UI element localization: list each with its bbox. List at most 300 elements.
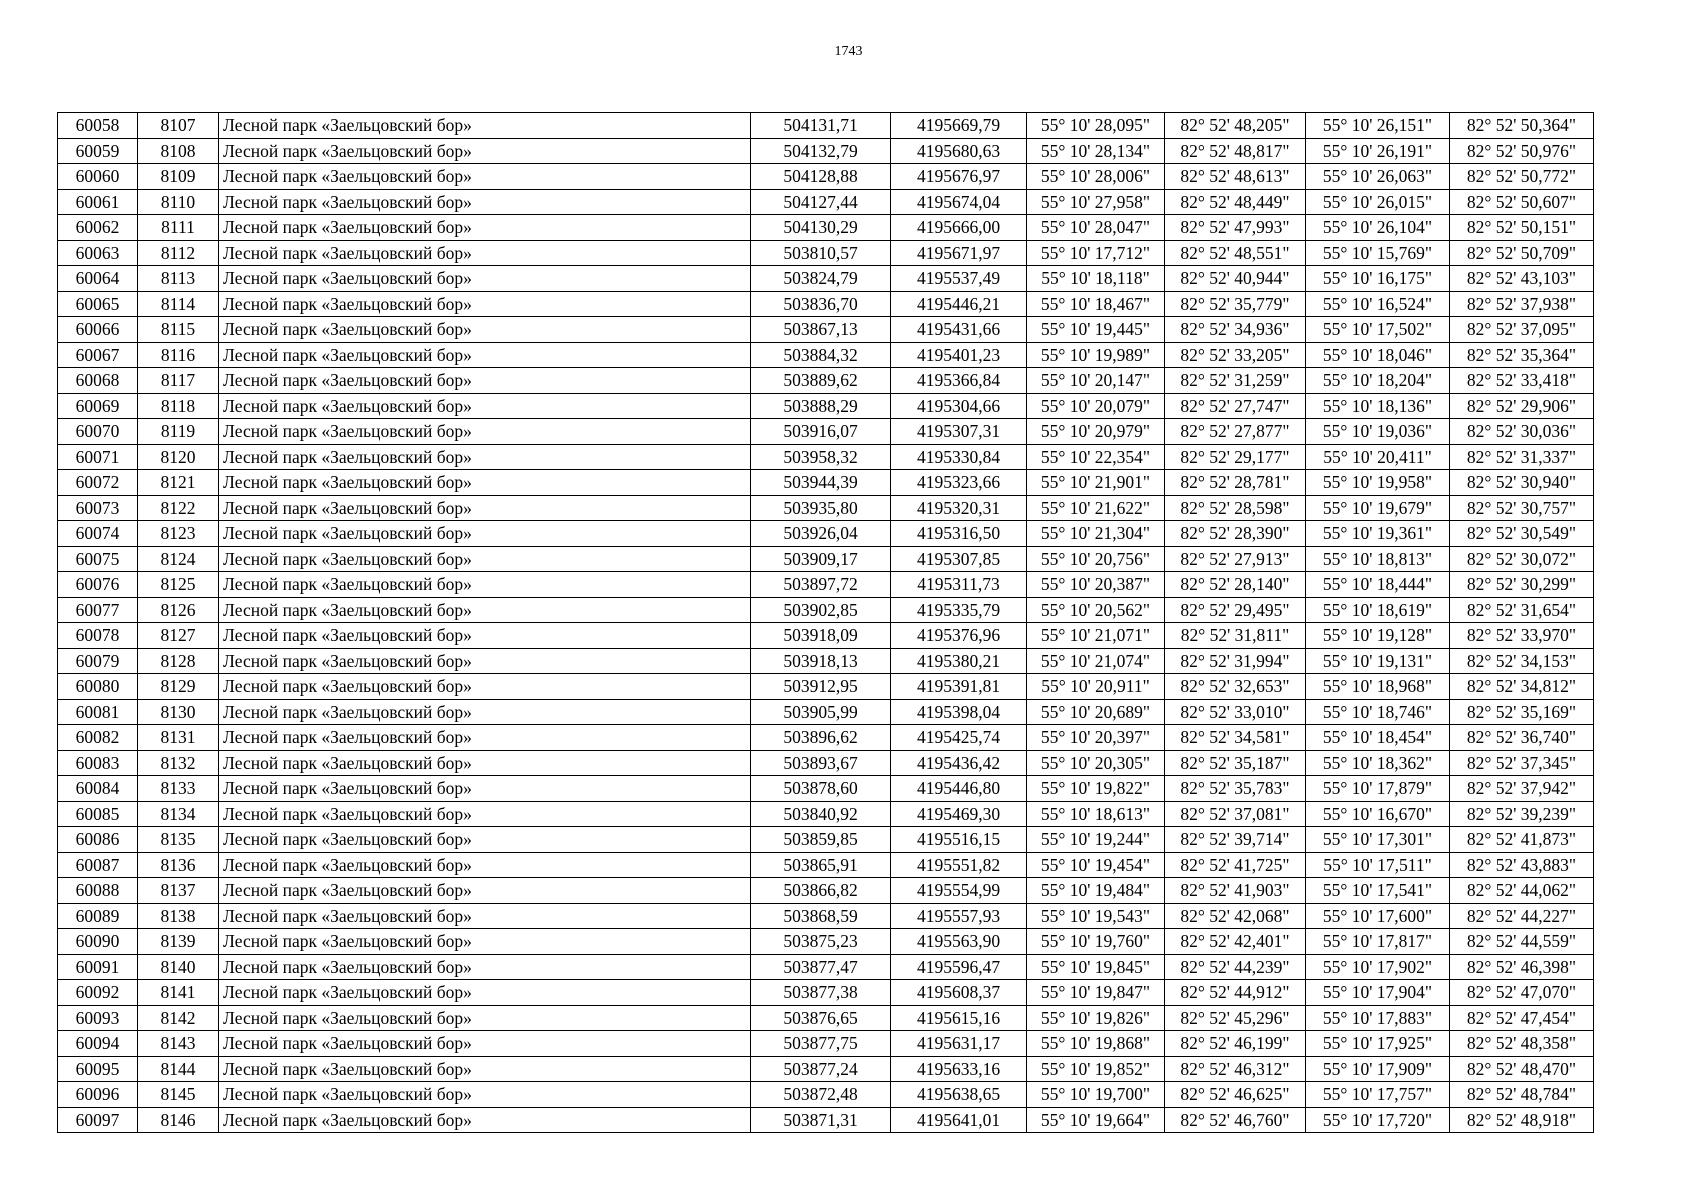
latitude-1-cell: 55° 10' 20,147" [1027, 368, 1165, 394]
x-coordinate-cell: 504132,79 [751, 138, 891, 164]
y-coordinate-cell: 4195376,96 [891, 623, 1027, 649]
longitude-1-cell: 82° 52' 46,199" [1165, 1031, 1306, 1057]
longitude-1-cell: 82° 52' 41,903" [1165, 878, 1306, 904]
longitude-1-cell: 82° 52' 28,598" [1165, 495, 1306, 521]
table-row [58, 980, 1594, 1006]
longitude-2-cell: 82° 52' 30,757" [1450, 495, 1594, 521]
longitude-1-cell: 82° 52' 42,401" [1165, 929, 1306, 955]
row-number-cell: 60062 [58, 215, 138, 241]
table-row [58, 470, 1594, 496]
row-number-cell: 60060 [58, 164, 138, 190]
page-number: 1743 [834, 44, 863, 59]
row-number-cell: 60096 [58, 1082, 138, 1108]
latitude-1-cell: 55° 10' 18,613" [1027, 801, 1165, 827]
latitude-2-cell: 55° 10' 19,131" [1306, 648, 1450, 674]
table-row [58, 495, 1594, 521]
table-row [58, 623, 1594, 649]
row-number-cell: 60058 [58, 113, 138, 139]
longitude-1-cell: 82° 52' 45,296" [1165, 1005, 1306, 1031]
row-number-cell: 60088 [58, 878, 138, 904]
longitude-2-cell: 82° 52' 29,906" [1450, 393, 1594, 419]
row-number-cell: 60077 [58, 597, 138, 623]
object-name-cell: Лесной парк «Заельцовский бор» [219, 929, 751, 955]
object-name-cell: Лесной парк «Заельцовский бор» [219, 1082, 751, 1108]
x-coordinate-cell: 503958,32 [751, 444, 891, 470]
latitude-2-cell: 55° 10' 26,151" [1306, 113, 1450, 139]
latitude-1-cell: 55° 10' 19,543" [1027, 903, 1165, 929]
latitude-1-cell: 55° 10' 21,622" [1027, 495, 1165, 521]
longitude-2-cell: 82° 52' 33,418" [1450, 368, 1594, 394]
latitude-1-cell: 55° 10' 20,397" [1027, 725, 1165, 751]
latitude-2-cell: 55° 10' 17,511" [1306, 852, 1450, 878]
point-number-cell: 8133 [138, 776, 219, 802]
y-coordinate-cell: 4195446,80 [891, 776, 1027, 802]
y-coordinate-cell: 4195554,99 [891, 878, 1027, 904]
latitude-2-cell: 55° 10' 19,958" [1306, 470, 1450, 496]
latitude-1-cell: 55° 10' 20,689" [1027, 699, 1165, 725]
latitude-2-cell: 55° 10' 18,454" [1306, 725, 1450, 751]
row-number-cell: 60087 [58, 852, 138, 878]
latitude-1-cell: 55° 10' 19,445" [1027, 317, 1165, 343]
object-name-cell: Лесной парк «Заельцовский бор» [219, 903, 751, 929]
latitude-1-cell: 55° 10' 20,911" [1027, 674, 1165, 700]
longitude-2-cell: 82° 52' 47,454" [1450, 1005, 1594, 1031]
longitude-2-cell: 82° 52' 34,812" [1450, 674, 1594, 700]
table-row [58, 750, 1594, 776]
latitude-2-cell: 55° 10' 26,015" [1306, 189, 1450, 215]
table-row [58, 342, 1594, 368]
row-number-cell: 60074 [58, 521, 138, 547]
table-row [58, 317, 1594, 343]
row-number-cell: 60094 [58, 1031, 138, 1057]
x-coordinate-cell: 503916,07 [751, 419, 891, 445]
x-coordinate-cell: 504130,29 [751, 215, 891, 241]
y-coordinate-cell: 4195671,97 [891, 240, 1027, 266]
longitude-2-cell: 82° 52' 37,345" [1450, 750, 1594, 776]
object-name-cell: Лесной парк «Заельцовский бор» [219, 470, 751, 496]
latitude-1-cell: 55° 10' 28,006" [1027, 164, 1165, 190]
longitude-2-cell: 82° 52' 48,358" [1450, 1031, 1594, 1057]
longitude-1-cell: 82° 52' 31,811" [1165, 623, 1306, 649]
object-name-cell: Лесной парк «Заельцовский бор» [219, 852, 751, 878]
latitude-2-cell: 55° 10' 17,883" [1306, 1005, 1450, 1031]
longitude-1-cell: 82° 52' 28,140" [1165, 572, 1306, 598]
row-number-cell: 60086 [58, 827, 138, 853]
latitude-1-cell: 55° 10' 20,756" [1027, 546, 1165, 572]
table-row [58, 801, 1594, 827]
longitude-1-cell: 82° 52' 44,912" [1165, 980, 1306, 1006]
object-name-cell: Лесной парк «Заельцовский бор» [219, 495, 751, 521]
longitude-2-cell: 82° 52' 31,337" [1450, 444, 1594, 470]
point-number-cell: 8122 [138, 495, 219, 521]
x-coordinate-cell: 503867,13 [751, 317, 891, 343]
object-name-cell: Лесной парк «Заельцовский бор» [219, 1056, 751, 1082]
object-name-cell: Лесной парк «Заельцовский бор» [219, 546, 751, 572]
longitude-2-cell: 82° 52' 50,364" [1450, 113, 1594, 139]
table-row [58, 903, 1594, 929]
x-coordinate-cell: 503877,38 [751, 980, 891, 1006]
row-number-cell: 60072 [58, 470, 138, 496]
longitude-1-cell: 82° 52' 40,944" [1165, 266, 1306, 292]
longitude-1-cell: 82° 52' 31,259" [1165, 368, 1306, 394]
longitude-1-cell: 82° 52' 44,239" [1165, 954, 1306, 980]
row-number-cell: 60063 [58, 240, 138, 266]
longitude-1-cell: 82° 52' 37,081" [1165, 801, 1306, 827]
table-row [58, 291, 1594, 317]
x-coordinate-cell: 503859,85 [751, 827, 891, 853]
longitude-2-cell: 82° 52' 37,095" [1450, 317, 1594, 343]
y-coordinate-cell: 4195330,84 [891, 444, 1027, 470]
longitude-1-cell: 82° 52' 29,495" [1165, 597, 1306, 623]
y-coordinate-cell: 4195669,79 [891, 113, 1027, 139]
y-coordinate-cell: 4195431,66 [891, 317, 1027, 343]
x-coordinate-cell: 503865,91 [751, 852, 891, 878]
object-name-cell: Лесной парк «Заельцовский бор» [219, 138, 751, 164]
object-name-cell: Лесной парк «Заельцовский бор» [219, 597, 751, 623]
longitude-2-cell: 82° 52' 35,169" [1450, 699, 1594, 725]
longitude-1-cell: 82° 52' 48,817" [1165, 138, 1306, 164]
point-number-cell: 8143 [138, 1031, 219, 1057]
table-row [58, 113, 1594, 139]
row-number-cell: 60068 [58, 368, 138, 394]
latitude-2-cell: 55° 10' 17,904" [1306, 980, 1450, 1006]
latitude-2-cell: 55° 10' 15,769" [1306, 240, 1450, 266]
row-number-cell: 60064 [58, 266, 138, 292]
table-row [58, 1031, 1594, 1057]
object-name-cell: Лесной парк «Заельцовский бор» [219, 521, 751, 547]
object-name-cell: Лесной парк «Заельцовский бор» [219, 189, 751, 215]
y-coordinate-cell: 4195446,21 [891, 291, 1027, 317]
longitude-1-cell: 82° 52' 48,551" [1165, 240, 1306, 266]
longitude-1-cell: 82° 52' 39,714" [1165, 827, 1306, 853]
object-name-cell: Лесной парк «Заельцовский бор» [219, 164, 751, 190]
point-number-cell: 8109 [138, 164, 219, 190]
table-row [58, 419, 1594, 445]
latitude-1-cell: 55° 10' 21,071" [1027, 623, 1165, 649]
object-name-cell: Лесной парк «Заельцовский бор» [219, 623, 751, 649]
longitude-2-cell: 82° 52' 30,549" [1450, 521, 1594, 547]
longitude-2-cell: 82° 52' 30,072" [1450, 546, 1594, 572]
point-number-cell: 8145 [138, 1082, 219, 1108]
x-coordinate-cell: 503884,32 [751, 342, 891, 368]
point-number-cell: 8120 [138, 444, 219, 470]
row-number-cell: 60092 [58, 980, 138, 1006]
point-number-cell: 8127 [138, 623, 219, 649]
point-number-cell: 8119 [138, 419, 219, 445]
longitude-1-cell: 82° 52' 27,913" [1165, 546, 1306, 572]
longitude-1-cell: 82° 52' 33,010" [1165, 699, 1306, 725]
latitude-1-cell: 55° 10' 19,700" [1027, 1082, 1165, 1108]
table-row [58, 954, 1594, 980]
object-name-cell: Лесной парк «Заельцовский бор» [219, 215, 751, 241]
longitude-2-cell: 82° 52' 43,103" [1450, 266, 1594, 292]
x-coordinate-cell: 504128,88 [751, 164, 891, 190]
latitude-2-cell: 55° 10' 18,968" [1306, 674, 1450, 700]
longitude-1-cell: 82° 52' 48,613" [1165, 164, 1306, 190]
row-number-cell: 60083 [58, 750, 138, 776]
point-number-cell: 8116 [138, 342, 219, 368]
object-name-cell: Лесной парк «Заельцовский бор» [219, 827, 751, 853]
table-row [58, 1005, 1594, 1031]
table-row [58, 189, 1594, 215]
longitude-2-cell: 82° 52' 48,470" [1450, 1056, 1594, 1082]
x-coordinate-cell: 503877,24 [751, 1056, 891, 1082]
object-name-cell: Лесной парк «Заельцовский бор» [219, 393, 751, 419]
x-coordinate-cell: 503876,65 [751, 1005, 891, 1031]
object-name-cell: Лесной парк «Заельцовский бор» [219, 1005, 751, 1031]
object-name-cell: Лесной парк «Заельцовский бор» [219, 801, 751, 827]
row-number-cell: 60085 [58, 801, 138, 827]
x-coordinate-cell: 504131,71 [751, 113, 891, 139]
y-coordinate-cell: 4195307,31 [891, 419, 1027, 445]
longitude-2-cell: 82° 52' 30,940" [1450, 470, 1594, 496]
row-number-cell: 60081 [58, 699, 138, 725]
y-coordinate-cell: 4195596,47 [891, 954, 1027, 980]
object-name-cell: Лесной парк «Заельцовский бор» [219, 266, 751, 292]
latitude-2-cell: 55° 10' 19,679" [1306, 495, 1450, 521]
longitude-2-cell: 82° 52' 50,151" [1450, 215, 1594, 241]
table-row [58, 572, 1594, 598]
table-row [58, 393, 1594, 419]
table-row [58, 725, 1594, 751]
longitude-2-cell: 82° 52' 41,873" [1450, 827, 1594, 853]
longitude-2-cell: 82° 52' 50,709" [1450, 240, 1594, 266]
latitude-1-cell: 55° 10' 19,845" [1027, 954, 1165, 980]
latitude-2-cell: 55° 10' 17,541" [1306, 878, 1450, 904]
x-coordinate-cell: 503872,48 [751, 1082, 891, 1108]
longitude-2-cell: 82° 52' 33,970" [1450, 623, 1594, 649]
longitude-1-cell: 82° 52' 34,581" [1165, 725, 1306, 751]
table-row [58, 597, 1594, 623]
longitude-1-cell: 82° 52' 47,993" [1165, 215, 1306, 241]
row-number-cell: 60097 [58, 1107, 138, 1133]
object-name-cell: Лесной парк «Заельцовский бор» [219, 240, 751, 266]
latitude-2-cell: 55° 10' 18,746" [1306, 699, 1450, 725]
table-row [58, 1082, 1594, 1108]
table-row [58, 929, 1594, 955]
point-number-cell: 8126 [138, 597, 219, 623]
y-coordinate-cell: 4195674,04 [891, 189, 1027, 215]
longitude-2-cell: 82° 52' 50,607" [1450, 189, 1594, 215]
latitude-2-cell: 55° 10' 18,362" [1306, 750, 1450, 776]
object-name-cell: Лесной парк «Заельцовский бор» [219, 1031, 751, 1057]
point-number-cell: 8110 [138, 189, 219, 215]
table-row [58, 1107, 1594, 1133]
row-number-cell: 60067 [58, 342, 138, 368]
longitude-2-cell: 82° 52' 43,883" [1450, 852, 1594, 878]
longitude-1-cell: 82° 52' 35,187" [1165, 750, 1306, 776]
latitude-2-cell: 55° 10' 18,204" [1306, 368, 1450, 394]
object-name-cell: Лесной парк «Заельцовский бор» [219, 113, 751, 139]
row-number-cell: 60070 [58, 419, 138, 445]
point-number-cell: 8139 [138, 929, 219, 955]
latitude-2-cell: 55° 10' 18,046" [1306, 342, 1450, 368]
table-row [58, 215, 1594, 241]
latitude-1-cell: 55° 10' 20,562" [1027, 597, 1165, 623]
row-number-cell: 60089 [58, 903, 138, 929]
table-body [58, 113, 1594, 1133]
x-coordinate-cell: 503905,99 [751, 699, 891, 725]
x-coordinate-cell: 504127,44 [751, 189, 891, 215]
latitude-1-cell: 55° 10' 19,664" [1027, 1107, 1165, 1133]
point-number-cell: 8125 [138, 572, 219, 598]
latitude-2-cell: 55° 10' 16,524" [1306, 291, 1450, 317]
y-coordinate-cell: 4195307,85 [891, 546, 1027, 572]
longitude-1-cell: 82° 52' 46,625" [1165, 1082, 1306, 1108]
row-number-cell: 60066 [58, 317, 138, 343]
point-number-cell: 8134 [138, 801, 219, 827]
latitude-1-cell: 55° 10' 21,304" [1027, 521, 1165, 547]
latitude-2-cell: 55° 10' 17,757" [1306, 1082, 1450, 1108]
x-coordinate-cell: 503918,13 [751, 648, 891, 674]
x-coordinate-cell: 503896,62 [751, 725, 891, 751]
point-number-cell: 8136 [138, 852, 219, 878]
y-coordinate-cell: 4195398,04 [891, 699, 1027, 725]
x-coordinate-cell: 503878,60 [751, 776, 891, 802]
y-coordinate-cell: 4195563,90 [891, 929, 1027, 955]
longitude-2-cell: 82° 52' 30,299" [1450, 572, 1594, 598]
latitude-2-cell: 55° 10' 18,444" [1306, 572, 1450, 598]
longitude-1-cell: 82° 52' 46,760" [1165, 1107, 1306, 1133]
latitude-2-cell: 55° 10' 17,902" [1306, 954, 1450, 980]
object-name-cell: Лесной парк «Заельцовский бор» [219, 674, 751, 700]
row-number-cell: 60065 [58, 291, 138, 317]
longitude-1-cell: 82° 52' 34,936" [1165, 317, 1306, 343]
y-coordinate-cell: 4195631,17 [891, 1031, 1027, 1057]
y-coordinate-cell: 4195638,65 [891, 1082, 1027, 1108]
x-coordinate-cell: 503877,47 [751, 954, 891, 980]
table-row [58, 521, 1594, 547]
y-coordinate-cell: 4195633,16 [891, 1056, 1027, 1082]
table-row [58, 878, 1594, 904]
latitude-1-cell: 55° 10' 18,467" [1027, 291, 1165, 317]
x-coordinate-cell: 503926,04 [751, 521, 891, 547]
latitude-1-cell: 55° 10' 21,074" [1027, 648, 1165, 674]
longitude-2-cell: 82° 52' 44,227" [1450, 903, 1594, 929]
latitude-2-cell: 55° 10' 17,817" [1306, 929, 1450, 955]
object-name-cell: Лесной парк «Заельцовский бор» [219, 342, 751, 368]
object-name-cell: Лесной парк «Заельцовский бор» [219, 572, 751, 598]
latitude-1-cell: 55° 10' 22,354" [1027, 444, 1165, 470]
y-coordinate-cell: 4195666,00 [891, 215, 1027, 241]
point-number-cell: 8117 [138, 368, 219, 394]
x-coordinate-cell: 503868,59 [751, 903, 891, 929]
y-coordinate-cell: 4195469,30 [891, 801, 1027, 827]
longitude-2-cell: 82° 52' 44,559" [1450, 929, 1594, 955]
object-name-cell: Лесной парк «Заельцовский бор» [219, 419, 751, 445]
longitude-1-cell: 82° 52' 35,783" [1165, 776, 1306, 802]
latitude-2-cell: 55° 10' 19,036" [1306, 419, 1450, 445]
row-number-cell: 60091 [58, 954, 138, 980]
row-number-cell: 60059 [58, 138, 138, 164]
latitude-2-cell: 55° 10' 17,720" [1306, 1107, 1450, 1133]
row-number-cell: 60080 [58, 674, 138, 700]
longitude-2-cell: 82° 52' 50,976" [1450, 138, 1594, 164]
point-number-cell: 8114 [138, 291, 219, 317]
point-number-cell: 8135 [138, 827, 219, 853]
y-coordinate-cell: 4195316,50 [891, 521, 1027, 547]
y-coordinate-cell: 4195551,82 [891, 852, 1027, 878]
longitude-2-cell: 82° 52' 31,654" [1450, 597, 1594, 623]
point-number-cell: 8123 [138, 521, 219, 547]
row-number-cell: 60082 [58, 725, 138, 751]
latitude-2-cell: 55° 10' 26,063" [1306, 164, 1450, 190]
x-coordinate-cell: 503836,70 [751, 291, 891, 317]
x-coordinate-cell: 503897,72 [751, 572, 891, 598]
row-number-cell: 60093 [58, 1005, 138, 1031]
object-name-cell: Лесной парк «Заельцовский бор» [219, 878, 751, 904]
y-coordinate-cell: 4195676,97 [891, 164, 1027, 190]
object-name-cell: Лесной парк «Заельцовский бор» [219, 725, 751, 751]
latitude-1-cell: 55° 10' 28,134" [1027, 138, 1165, 164]
point-number-cell: 8138 [138, 903, 219, 929]
y-coordinate-cell: 4195320,31 [891, 495, 1027, 521]
object-name-cell: Лесной парк «Заельцовский бор» [219, 750, 751, 776]
latitude-1-cell: 55° 10' 20,079" [1027, 393, 1165, 419]
longitude-2-cell: 82° 52' 39,239" [1450, 801, 1594, 827]
x-coordinate-cell: 503810,57 [751, 240, 891, 266]
x-coordinate-cell: 503902,85 [751, 597, 891, 623]
longitude-1-cell: 82° 52' 31,994" [1165, 648, 1306, 674]
x-coordinate-cell: 503912,95 [751, 674, 891, 700]
x-coordinate-cell: 503875,23 [751, 929, 891, 955]
point-number-cell: 8129 [138, 674, 219, 700]
point-number-cell: 8137 [138, 878, 219, 904]
table-row [58, 776, 1594, 802]
latitude-1-cell: 55° 10' 28,095" [1027, 113, 1165, 139]
latitude-2-cell: 55° 10' 26,104" [1306, 215, 1450, 241]
latitude-1-cell: 55° 10' 19,822" [1027, 776, 1165, 802]
longitude-2-cell: 82° 52' 36,740" [1450, 725, 1594, 751]
y-coordinate-cell: 4195366,84 [891, 368, 1027, 394]
point-number-cell: 8144 [138, 1056, 219, 1082]
latitude-1-cell: 55° 10' 19,826" [1027, 1005, 1165, 1031]
latitude-2-cell: 55° 10' 17,909" [1306, 1056, 1450, 1082]
coordinates-table [57, 112, 1594, 1133]
table-row [58, 240, 1594, 266]
longitude-2-cell: 82° 52' 50,772" [1450, 164, 1594, 190]
longitude-1-cell: 82° 52' 28,781" [1165, 470, 1306, 496]
longitude-1-cell: 82° 52' 27,877" [1165, 419, 1306, 445]
y-coordinate-cell: 4195391,81 [891, 674, 1027, 700]
point-number-cell: 8146 [138, 1107, 219, 1133]
x-coordinate-cell: 503871,31 [751, 1107, 891, 1133]
y-coordinate-cell: 4195641,01 [891, 1107, 1027, 1133]
x-coordinate-cell: 503866,82 [751, 878, 891, 904]
longitude-2-cell: 82° 52' 48,918" [1450, 1107, 1594, 1133]
latitude-1-cell: 55° 10' 20,305" [1027, 750, 1165, 776]
object-name-cell: Лесной парк «Заельцовский бор» [219, 317, 751, 343]
y-coordinate-cell: 4195557,93 [891, 903, 1027, 929]
longitude-1-cell: 82° 52' 48,205" [1165, 113, 1306, 139]
row-number-cell: 60075 [58, 546, 138, 572]
longitude-2-cell: 82° 52' 34,153" [1450, 648, 1594, 674]
longitude-2-cell: 82° 52' 37,942" [1450, 776, 1594, 802]
table-row [58, 827, 1594, 853]
object-name-cell: Лесной парк «Заельцовский бор» [219, 954, 751, 980]
y-coordinate-cell: 4195323,66 [891, 470, 1027, 496]
point-number-cell: 8115 [138, 317, 219, 343]
latitude-2-cell: 55° 10' 26,191" [1306, 138, 1450, 164]
latitude-2-cell: 55° 10' 19,128" [1306, 623, 1450, 649]
x-coordinate-cell: 503918,09 [751, 623, 891, 649]
x-coordinate-cell: 503893,67 [751, 750, 891, 776]
object-name-cell: Лесной парк «Заельцовский бор» [219, 1107, 751, 1133]
latitude-2-cell: 55° 10' 20,411" [1306, 444, 1450, 470]
latitude-2-cell: 55° 10' 16,670" [1306, 801, 1450, 827]
latitude-2-cell: 55° 10' 17,600" [1306, 903, 1450, 929]
longitude-2-cell: 82° 52' 47,070" [1450, 980, 1594, 1006]
